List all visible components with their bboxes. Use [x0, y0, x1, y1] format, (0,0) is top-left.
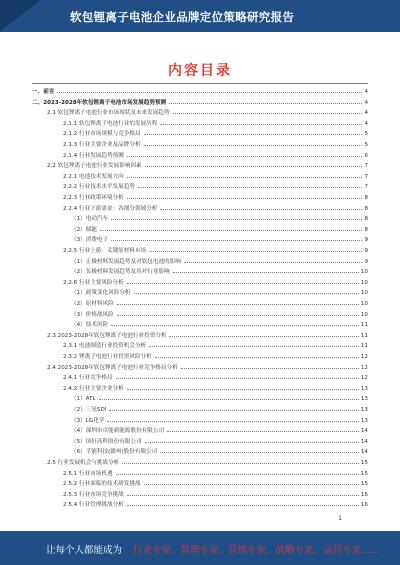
toc-entry-title: 2.4.2 行业主要企业分析 — [63, 385, 124, 392]
toc-entry[interactable] — [63, 372, 368, 381]
toc-entry[interactable] — [63, 150, 368, 159]
toc-entry-title: 2.5.4 行业管理挑战分析 — [63, 502, 124, 509]
toc-entry[interactable] — [47, 160, 368, 169]
report-footer-bar — [0, 531, 400, 565]
toc-dot-leader — [167, 431, 359, 432]
toc-entry-page: 4 — [364, 89, 368, 95]
toc-entry-title: 2.2.6 行业主要风险分析 — [63, 279, 124, 286]
toc-entry-page: 8 — [364, 205, 368, 212]
toc-entry-page: 15 — [360, 460, 368, 466]
toc-dot-leader — [127, 177, 363, 178]
toc-entry-title: 2.5 行业发展机会与挑战分析 — [47, 460, 120, 466]
toc-entry-title: （2）三星SDI — [71, 407, 107, 413]
toc-entry-title: 2.1.4 行业发展趋势预测 — [63, 152, 124, 159]
toc-entry-title: 2.3.1 电池制造行业投资机会分析 — [63, 343, 147, 350]
toc-entry-title: （1）ATL — [71, 396, 96, 403]
toc-entry-page: 5 — [364, 131, 368, 138]
toc-entry[interactable] — [63, 203, 368, 212]
toc-entry-page: 13 — [360, 417, 368, 424]
toc-entry[interactable] — [71, 256, 368, 265]
toc-entry-title: （6）孚能科技(赣州)股份有限公司 — [71, 449, 158, 456]
report-title: 软包锂离子电池企业品牌定位策略研究报告 — [70, 10, 295, 24]
toc-heading: 内容目录 — [168, 63, 232, 79]
toc-entry-page: 13 — [360, 385, 368, 392]
toc-entry[interactable] — [71, 309, 368, 318]
toc-entry[interactable] — [47, 362, 368, 371]
toc-entry[interactable] — [71, 415, 368, 424]
toc-entry-page: 10 — [360, 301, 368, 307]
toc-entry-title: （4）深圳市卓能新能源股份有限公司 — [71, 428, 165, 435]
toc-dot-leader — [111, 219, 362, 220]
toc-entry-page: 13 — [360, 407, 368, 413]
toc-entry-page: 11 — [360, 343, 368, 350]
toc-entry-title: 2.2 软包锂离子电池行业发展影响因素 — [47, 163, 142, 170]
toc-entry-page: 15 — [360, 481, 368, 488]
toc-entry-page: 14 — [360, 438, 368, 445]
toc-dot-leader — [127, 156, 363, 157]
toc-entry[interactable] — [71, 298, 368, 307]
report-header-bar — [0, 0, 400, 32]
toc-entry-page: 7 — [364, 163, 368, 170]
toc-entry-page: 9 — [364, 248, 368, 254]
toc-entry-page: 12 — [360, 354, 368, 360]
toc-dot-leader — [107, 421, 358, 422]
toc-entry-title: （4）技术风险 — [71, 322, 109, 329]
toc-entry-page: 12 — [360, 375, 368, 382]
toc-entry-title: 2.5.2 行业面临的技术研发挑战 — [63, 481, 141, 488]
toc-divider — [32, 83, 368, 84]
toc-entry[interactable] — [47, 330, 368, 339]
toc-dot-leader — [127, 198, 363, 199]
toc-entry-title: 2.3 2023-2028年软包锂离子电池行业投资分析 — [47, 332, 167, 339]
footer-slogan: 让每个人都能成为 — [46, 545, 123, 556]
footer-expert-list: 行业专家、管理专家、营销专家、战略专家、运营专家…… — [133, 545, 381, 556]
toc-entry[interactable] — [71, 319, 368, 328]
toc-entry-title: 2.1.1 软包锂离子电池行业的发展历程 — [63, 120, 158, 127]
toc-entry[interactable] — [63, 171, 368, 180]
toc-dot-leader — [160, 452, 359, 453]
toc-entry[interactable] — [71, 425, 368, 434]
toc-entry[interactable] — [71, 213, 368, 222]
toc-entry-page: 6 — [364, 152, 368, 159]
toc-entry-page: 4 — [364, 110, 368, 117]
toc-entry-title: （3）消费电子 — [71, 237, 109, 244]
toc-dot-leader — [181, 368, 359, 369]
toc-dot-leader — [99, 399, 359, 400]
toc-dot-leader — [127, 505, 359, 506]
toc-entry-title: 2.2.3 行业政策环境分析 — [63, 195, 124, 201]
toc-entry-title: （2）负极材料发展趋势及其对行业影响 — [71, 269, 170, 276]
toc-entry-title: （3）LG化学 — [71, 417, 105, 424]
toc-dot-leader — [184, 262, 363, 263]
toc-dot-leader — [144, 134, 363, 135]
toc-dot-leader — [169, 336, 358, 337]
toc-dot-leader — [173, 272, 359, 273]
toc-dot-leader — [116, 474, 359, 475]
toc-dot-leader — [169, 103, 362, 104]
toc-dot-leader — [145, 442, 359, 443]
toc-entry[interactable] — [63, 478, 368, 487]
toc-entry-title: （2）原材料风险 — [71, 301, 114, 307]
toc-entry[interactable] — [32, 86, 368, 95]
toc-entry[interactable] — [71, 234, 368, 243]
toc-dot-leader — [122, 463, 359, 464]
toc-entry[interactable] — [71, 224, 368, 233]
toc-entry-page: 9 — [364, 237, 368, 244]
toc-entry-title: 2.5.1 行业市场机遇 — [63, 470, 113, 477]
toc-entry-title: 2.2.2 行业技术水平发展趋势 — [63, 184, 135, 191]
toc-entry-page: 14 — [360, 428, 368, 435]
toc-entry-title: （2）储能 — [71, 226, 97, 233]
toc-entry-page: 5 — [364, 142, 368, 148]
toc-entry-title: 2.1 软包锂离子电池行业市场现状及未来发展趋势 — [47, 110, 170, 117]
toc-dot-leader — [144, 145, 363, 146]
toc-entry-title: 2.2.1 电池技术发展方向 — [63, 173, 124, 180]
toc-entry-title: （5）国轩高科股份有限公司 — [71, 438, 142, 445]
toc-entry-page: 10 — [360, 290, 368, 297]
toc-dot-leader — [100, 230, 363, 231]
toc-dot-leader — [57, 92, 362, 93]
toc-entry[interactable] — [63, 192, 368, 201]
toc-dot-leader — [127, 283, 359, 284]
toc-entry-page: 10 — [360, 279, 368, 286]
toc-entry[interactable] — [63, 118, 368, 127]
toc-entry[interactable] — [63, 489, 368, 498]
toc-dot-leader — [116, 378, 359, 379]
toc-entry[interactable] — [63, 245, 368, 254]
toc-entry[interactable] — [63, 139, 368, 148]
toc-dot-leader — [160, 124, 362, 125]
toc-entry-title: 2.1.3 行业主要企业及品牌分析 — [63, 142, 141, 148]
toc-entry[interactable] — [63, 277, 368, 286]
toc-entry[interactable] — [63, 468, 368, 477]
toc-dot-leader — [134, 293, 359, 294]
toc-entry-page: 14 — [360, 449, 368, 456]
toc-entry-page: 8 — [364, 195, 368, 201]
toc-entry[interactable] — [47, 457, 368, 466]
toc-entry-page: 16 — [360, 502, 368, 509]
toc-dot-leader — [127, 495, 359, 496]
toc-dot-leader — [145, 166, 363, 167]
toc-entry-title: （3）价格战风险 — [71, 311, 114, 318]
toc-entry-page: 10 — [360, 269, 368, 276]
toc-entry-page: 8 — [364, 216, 368, 223]
toc-entry-page: 4 — [364, 120, 368, 127]
toc-entry-page: 13 — [360, 396, 368, 403]
table-of-contents — [0, 86, 400, 516]
toc-dot-leader — [117, 304, 359, 305]
toc-entry-title: 2.1.2 行业市场规模与竞争格局 — [63, 131, 141, 138]
toc-entry[interactable] — [71, 446, 368, 455]
toc-entry[interactable] — [71, 287, 368, 296]
toc-entry[interactable] — [63, 499, 368, 508]
toc-entry-page: 10 — [360, 311, 368, 318]
toc-entry-title: 2.5.3 行业市场竞争挑战 — [63, 491, 124, 498]
toc-entry-title: 2.2.5 行业上游：关键原材料市场 — [63, 248, 147, 254]
toc-dot-leader — [111, 325, 359, 326]
toc-entry-title: 2.4.1 行业竞争格局 — [63, 375, 113, 382]
toc-entry-title: 2.4 2023-2028年软包锂离子电池行业竞争格局分析 — [47, 364, 178, 371]
toc-entry[interactable] — [63, 181, 368, 190]
page-number: 1 — [338, 515, 342, 522]
toc-dot-leader — [173, 113, 363, 114]
toc-entry[interactable] — [71, 266, 368, 275]
toc-entry[interactable] — [71, 436, 368, 445]
toc-entry[interactable] — [63, 128, 368, 137]
toc-entry-page: 8 — [364, 226, 368, 233]
toc-entry-page: 7 — [364, 184, 368, 191]
toc-entry-title: 2.3.2 锂离子电池行业投资风险分析 — [63, 354, 152, 360]
toc-entry[interactable] — [47, 107, 368, 116]
toc-dot-leader — [109, 410, 358, 411]
toc-entry-page: 11 — [360, 322, 368, 329]
toc-entry-title: 2.2.4 行业下游需求：各细分领域分析 — [63, 205, 158, 212]
toc-dot-leader — [149, 346, 359, 347]
toc-entry[interactable] — [71, 404, 368, 413]
toc-dot-leader — [155, 357, 359, 358]
toc-entry[interactable] — [63, 383, 368, 392]
toc-dot-leader — [144, 484, 359, 485]
toc-entry-page: 11 — [360, 332, 368, 339]
toc-entry-page: 7 — [364, 173, 368, 180]
toc-entry-title: （1）政策变化风险分析 — [71, 290, 131, 297]
toc-entry[interactable] — [63, 351, 368, 360]
toc-dot-leader — [160, 209, 362, 210]
toc-dot-leader — [138, 187, 362, 188]
toc-entry[interactable] — [32, 97, 368, 106]
toc-dot-leader — [111, 240, 362, 241]
toc-entry-page: 4 — [364, 99, 368, 106]
toc-entry-title: （1）电动汽车 — [71, 216, 109, 223]
toc-entry-title: 一、前言 — [32, 89, 55, 95]
toc-entry[interactable] — [63, 340, 368, 349]
toc-dot-leader — [117, 315, 359, 316]
header-corner-accent — [0, 0, 40, 32]
toc-dot-leader — [127, 389, 359, 390]
toc-entry-page: 15 — [360, 470, 368, 477]
toc-entry[interactable] — [71, 393, 368, 402]
toc-entry-title: 二、2023-2028年软包锂离子电池市场发展趋势预测 — [32, 99, 167, 106]
toc-dot-leader — [149, 251, 362, 252]
toc-entry-page: 12 — [360, 364, 368, 371]
toc-entry-title: （1）正极材料发展趋势及对软包电池的影响 — [71, 258, 181, 265]
toc-entry-page: 9 — [364, 258, 368, 265]
toc-entry-page: 16 — [360, 491, 368, 498]
